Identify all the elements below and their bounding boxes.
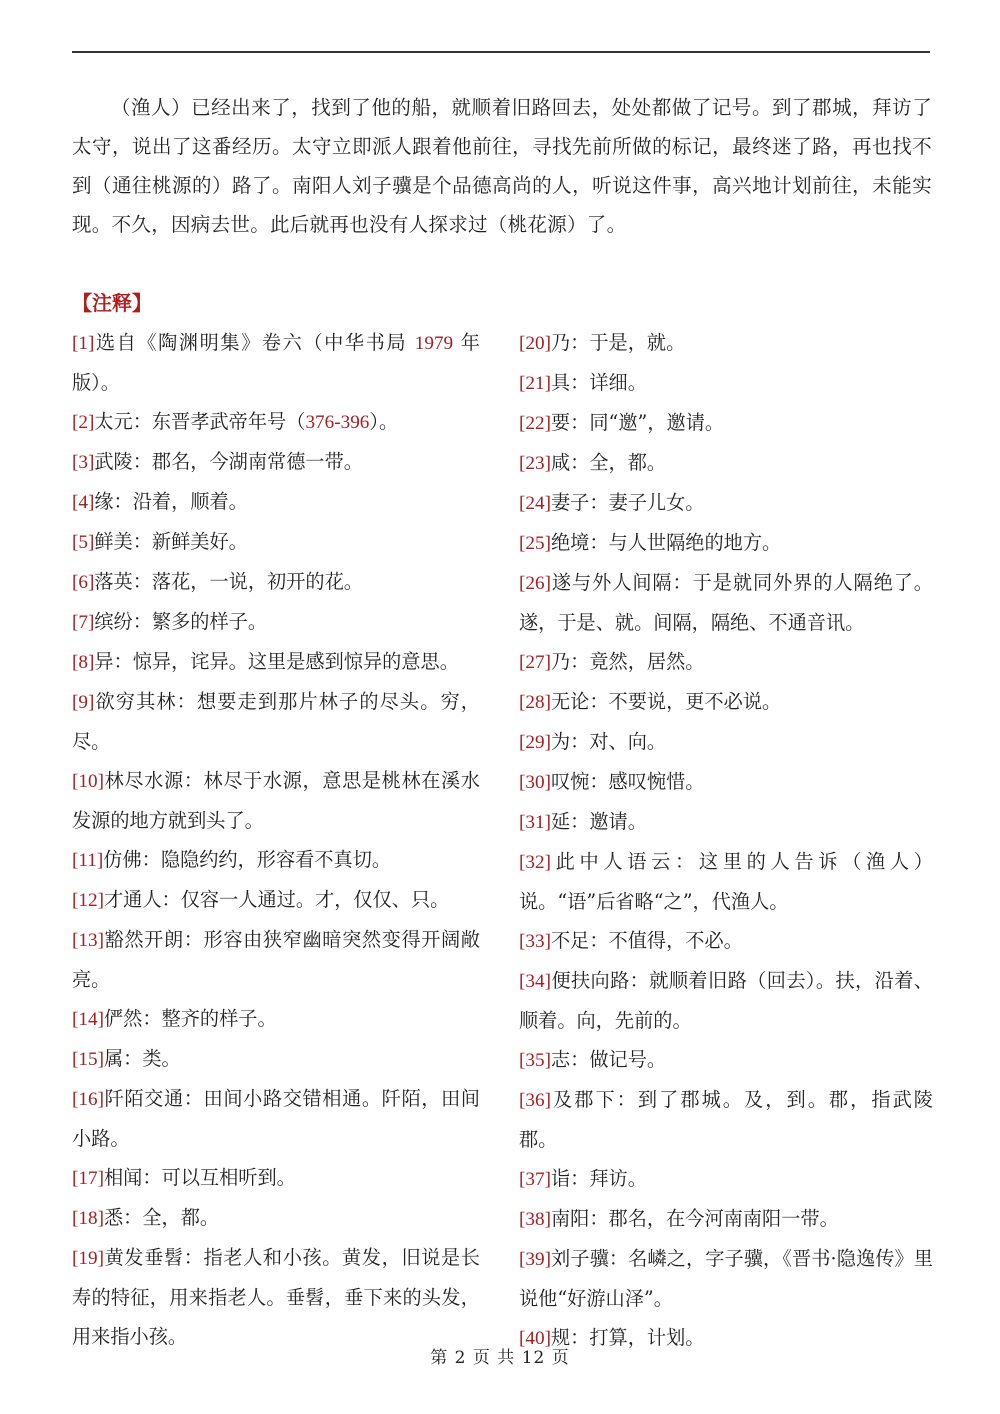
note-item <box>72 522 480 562</box>
note-number: [1] <box>72 333 95 354</box>
note-number: [17] <box>72 1168 104 1189</box>
note-text: 乃：于是，就。 <box>550 331 686 354</box>
note-item <box>72 1198 480 1238</box>
note-item <box>519 961 933 1040</box>
note-number: [6] <box>72 572 95 593</box>
note-number: [23] <box>519 453 551 474</box>
note-item <box>519 523 933 563</box>
footer-text: 页 <box>545 1348 570 1368</box>
note-item <box>519 363 933 403</box>
footer-text: 页 共 <box>466 1348 522 1368</box>
note-number: [37] <box>519 1169 551 1190</box>
note-item <box>519 483 933 523</box>
note-text: 阡陌交通：田间小路交错相通。阡陌，田间小路。 <box>72 1087 480 1150</box>
note-text: 遂与外人间隔：于是就同外界的人隔绝了。遂，于是、就。间隔，隔绝、不通音讯。 <box>519 571 933 634</box>
note-number: [18] <box>72 1208 104 1229</box>
note-item <box>72 1158 480 1198</box>
note-number: [31] <box>519 812 551 833</box>
note-number: [29] <box>519 732 551 753</box>
note-item <box>519 563 933 642</box>
note-item <box>72 323 480 402</box>
note-text: 此中人语云：这里的人告诉（渔人）说。“语”后省略“之”，代渔人。 <box>519 850 933 913</box>
note-text: 便扶向路：就顺着旧路（回去）。扶，沿着、顺着。向，先前的。 <box>519 969 933 1032</box>
note-numeral: 1979 <box>414 333 454 354</box>
note-item <box>519 802 933 842</box>
note-number: [10] <box>72 771 104 792</box>
note-number: [27] <box>519 652 551 673</box>
note-numeral: 376-396 <box>305 412 370 433</box>
note-text: 绝境：与人世隔绝的地方。 <box>550 531 782 554</box>
note-number: [32] <box>519 852 551 873</box>
note-text: 俨然：整齐的样子。 <box>103 1007 277 1030</box>
note-number: [4] <box>72 492 95 513</box>
note-text: 规：打算，计划。 <box>550 1326 705 1349</box>
note-item <box>72 840 480 880</box>
note-item <box>72 1079 480 1158</box>
note-number: [11] <box>72 850 104 871</box>
note-item <box>519 1159 933 1199</box>
footer-text: 第 <box>430 1348 455 1368</box>
note-item <box>519 403 933 443</box>
note-item <box>519 1040 933 1080</box>
note-text: 妻子：妻子儿女。 <box>550 491 705 514</box>
note-item <box>519 682 933 722</box>
note-item <box>72 442 480 482</box>
notes-column-left <box>72 323 480 1356</box>
note-number: [22] <box>519 413 551 434</box>
page-number: 2 <box>454 1348 467 1368</box>
note-number: [28] <box>519 692 551 713</box>
note-text: 仿佛：隐隐约约，形容看不真切。 <box>103 848 392 871</box>
note-text: 要：同“邀”，邀请。 <box>550 411 725 434</box>
note-number: [7] <box>72 612 95 633</box>
note-item <box>519 443 933 483</box>
note-number: [25] <box>519 533 551 554</box>
note-text: 缘：沿着，顺着。 <box>94 490 248 513</box>
note-text: 豁然开朗：形容由狭窄幽暗突然变得开阔敞亮。 <box>72 928 480 991</box>
notes-heading: 【注释】 <box>72 291 152 315</box>
note-text: 鲜美：新鲜美好。 <box>94 530 248 553</box>
note-number: [15] <box>72 1049 104 1070</box>
note-text: 才通人：仅容一人通过。才，仅仅、只。 <box>103 888 450 911</box>
header-rule <box>72 51 930 53</box>
note-text: 黄发垂髫：指老人和小孩。黄发，旧说是长寿的特征，用来指老人。垂髫，垂下来的头发，用来指小孩。 <box>72 1246 480 1348</box>
note-item <box>72 999 480 1039</box>
note-text: 欲穷其林：想要走到那片林子的尽头。穷，尽。 <box>72 690 480 753</box>
note-item <box>519 921 933 961</box>
note-number: [35] <box>519 1050 551 1071</box>
note-text: 咸：全，都。 <box>550 451 667 474</box>
note-text: 缤纷：繁多的样子。 <box>94 610 268 633</box>
note-number: [20] <box>519 333 551 354</box>
note-number: [2] <box>72 412 95 433</box>
note-text: 志：做记号。 <box>550 1048 667 1071</box>
note-number: [36] <box>519 1090 551 1111</box>
note-text: 及郡下：到了郡城。及，到。郡，指武陵郡。 <box>519 1088 933 1151</box>
note-item <box>519 722 933 762</box>
note-item <box>72 920 480 999</box>
total-pages: 12 <box>521 1348 546 1368</box>
note-number: [13] <box>72 930 104 951</box>
page-footer <box>0 1344 1000 1372</box>
note-item <box>519 1199 933 1239</box>
note-text: 年版）。 <box>72 331 480 394</box>
note-item <box>519 1080 933 1159</box>
note-text: 南阳：郡名，在今河南南阳一带。 <box>550 1207 839 1230</box>
note-text: 诣：拜访。 <box>550 1167 647 1190</box>
note-number: [14] <box>72 1009 104 1030</box>
note-item <box>72 880 480 920</box>
note-text: 叹惋：感叹惋惜。 <box>550 770 705 793</box>
note-text: 武陵：郡名，今湖南常德一带。 <box>94 450 363 473</box>
note-number: [30] <box>519 772 551 793</box>
note-item <box>72 1039 480 1079</box>
note-text: 延：邀请。 <box>550 810 647 833</box>
note-text: 选自《陶渊明集》卷六（中华书局 <box>94 331 415 354</box>
note-text: 刘子骥：名嶙之，字子骥，《晋书·隐逸传》里说他“好游山泽”。 <box>519 1247 933 1310</box>
note-item <box>72 682 480 761</box>
note-item <box>72 1238 480 1356</box>
note-number: [33] <box>519 931 551 952</box>
note-number: [19] <box>72 1248 104 1269</box>
note-text: 为：对、向。 <box>550 730 667 753</box>
note-text: 异：惊异，诧异。这里是感到惊异的意思。 <box>94 650 459 673</box>
note-number: [38] <box>519 1209 551 1230</box>
note-text: 相闻：可以互相听到。 <box>103 1166 296 1189</box>
note-item <box>519 1239 933 1318</box>
note-text: 林尽水源：林尽于水源，意思是桃林在溪水发源的地方就到头了。 <box>72 769 480 832</box>
note-text: ）。 <box>369 410 399 433</box>
note-number: [21] <box>519 373 551 394</box>
note-item <box>72 482 480 522</box>
note-number: [26] <box>519 573 551 594</box>
note-item <box>72 402 480 442</box>
note-number: [34] <box>519 971 551 992</box>
note-number: [8] <box>72 652 95 673</box>
translation-paragraph: （渔人）已经出来了，找到了他的船，就顺着旧路回去，处处都做了记号。到了郡城，拜访了太守，说出了这番经历。太守立即派人跟着他前往，寻找先前所做的标记，最终迷了路，再也找不到（通往桃源的）路了。南阳人刘子骥是个品德高尚的人，听说这件事，高兴地计划前往，未能实现。不久，因病去世。此后就再也没有人探求过（桃花源）了。 <box>72 96 932 236</box>
note-item <box>72 761 480 840</box>
note-item <box>519 323 933 363</box>
note-number: [24] <box>519 493 551 514</box>
note-text: 具：详细。 <box>550 371 647 394</box>
note-text: 悉：全，都。 <box>103 1206 220 1229</box>
note-item <box>519 842 933 921</box>
notes-column-right <box>519 323 933 1358</box>
note-item <box>72 562 480 602</box>
note-text: 乃：竟然，居然。 <box>550 650 705 673</box>
note-number: [40] <box>519 1328 551 1349</box>
note-item <box>72 642 480 682</box>
note-text: 不足：不值得，不必。 <box>550 929 743 952</box>
note-number: [16] <box>72 1089 104 1110</box>
note-number: [39] <box>519 1249 551 1270</box>
note-number: [9] <box>72 692 95 713</box>
note-item <box>519 642 933 682</box>
note-item <box>519 762 933 802</box>
note-number: [3] <box>72 452 95 473</box>
note-number: [12] <box>72 890 104 911</box>
note-number: [5] <box>72 532 95 553</box>
note-text: 属：类。 <box>103 1047 181 1070</box>
note-text: 无论：不要说，更不必说。 <box>550 690 782 713</box>
note-text: 落英：落花，一说，初开的花。 <box>94 570 363 593</box>
note-text: 太元：东晋孝武帝年号（ <box>94 410 306 433</box>
note-item <box>72 602 480 642</box>
